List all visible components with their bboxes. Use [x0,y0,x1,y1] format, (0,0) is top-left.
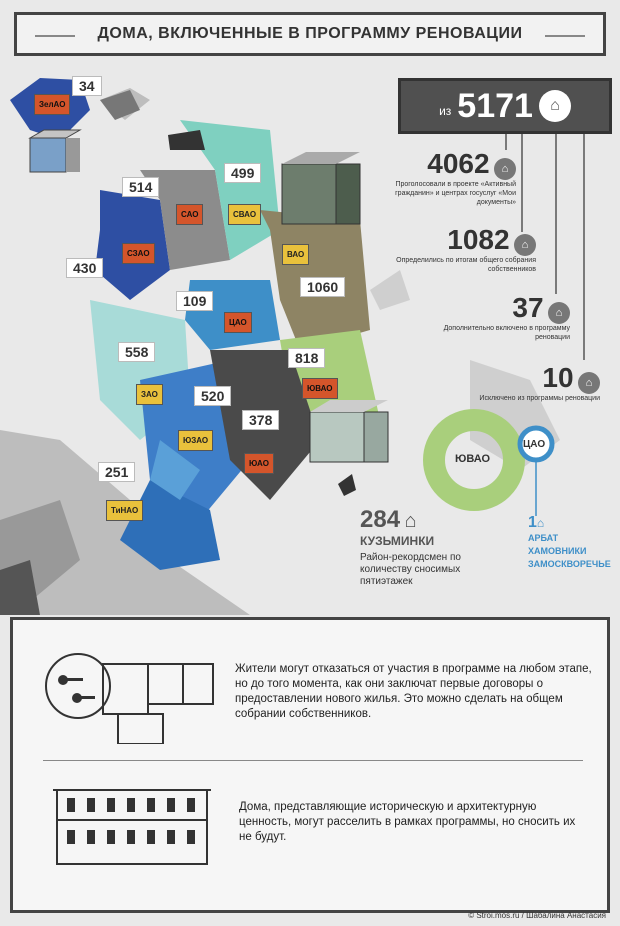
flag-uzao: ЮЗАО [178,430,213,451]
house-icon: ⌂ [578,372,600,394]
credit: © Stroi.mos.ru / Шабалина Анастасия [468,911,606,920]
info-text-1: Жители могут отказаться от участия в программе на любом этапе, но до того момента, как они заключат первые договоры о предоставлении нового жилья. Это можно сделать на общем собрании собственников. [235,663,592,720]
district-value-uvao: 818 [288,348,325,368]
district-value-tinao: 251 [98,462,135,482]
flag-tinao: ТиНАО [106,500,143,521]
district-value-zao: 558 [118,342,155,362]
stat-meeting-value: 1082 [447,224,510,255]
house-icon: ⌂ [536,516,545,530]
record-min [528,514,611,571]
district-value-cao: 109 [176,291,213,311]
house-icon: ⌂ [539,90,571,122]
flag-svao: СВАО [228,204,261,225]
district-value-zelao: 34 [72,76,102,96]
flag-vao: ВАО [282,244,309,265]
record-max-name: КУЗЬМИНКИ [360,534,435,548]
historic-building-icon [53,780,213,870]
stat-voted [366,148,516,207]
flag-sao: САО [176,204,203,225]
record-min-line: ХАМОВНИКИ [528,546,587,556]
house-icon: ⌂ [548,302,570,324]
stat-excluded-value: 10 [542,362,574,393]
record-max [360,506,490,588]
district-value-uzao: 520 [194,386,231,406]
record-max-desc: Район-рекордсмен по количеству сносимых пятиэтажек [360,552,461,587]
donut-small-label: ЦАО [523,439,546,450]
flag-zao: ЗАО [136,384,163,405]
divider [43,760,583,761]
district-value-uao: 378 [242,410,279,430]
floorplan-keys-icon [33,644,223,744]
house-icon: ⌂ [514,234,536,256]
stat-voted-value: 4062 [427,148,490,179]
flag-cao: ЦАО [224,312,252,333]
stat-excluded-desc: Исключено из программы реновации [479,395,600,402]
page-title: ДОМА, ВКЛЮЧЕННЫЕ В ПРОГРАММУ РЕНОВАЦИИ [97,25,523,42]
flag-zelao: ЗелАО [34,94,70,115]
stat-excluded [470,362,600,403]
flag-szao: СЗАО [122,243,155,264]
record-min-line: АРБАТ [528,533,559,543]
house-icon: ⌂ [404,510,417,532]
record-min-line: ЗАМОСКВОРЕЧЬЕ [528,559,611,569]
record-min-value: 1 [528,514,537,531]
stat-meeting-desc: Определились по итогам общего собрания собственников [396,257,536,273]
district-value-szao: 430 [66,258,103,278]
district-value-svao: 499 [224,163,261,183]
donut-big-label: ЮВАО [455,453,491,465]
stat-added-desc: Дополнительно включено в программу реновации [443,325,570,341]
stat-added [440,292,570,342]
total-prefix: из [439,104,452,118]
info-text-2: Дома, представляющие историческую и архитектурную ценность, могут расселить в рамках программы, но сносить их не будут. [239,801,576,843]
record-max-value: 284 [360,506,401,533]
house-icon: ⌂ [494,158,516,180]
info-panel [10,617,610,913]
stat-meeting [386,224,536,274]
total-value: 5171 [457,86,533,125]
flag-uvao: ЮВАО [302,378,338,399]
stat-added-value: 37 [512,292,544,323]
district-value-vao: 1060 [300,277,345,297]
district-value-sao: 514 [122,177,159,197]
stat-voted-desc: Проголосовали в проекте «Активный гражданин» и центрах госуслуг «Мои документы» [395,181,516,206]
flag-uao: ЮАО [244,453,274,474]
